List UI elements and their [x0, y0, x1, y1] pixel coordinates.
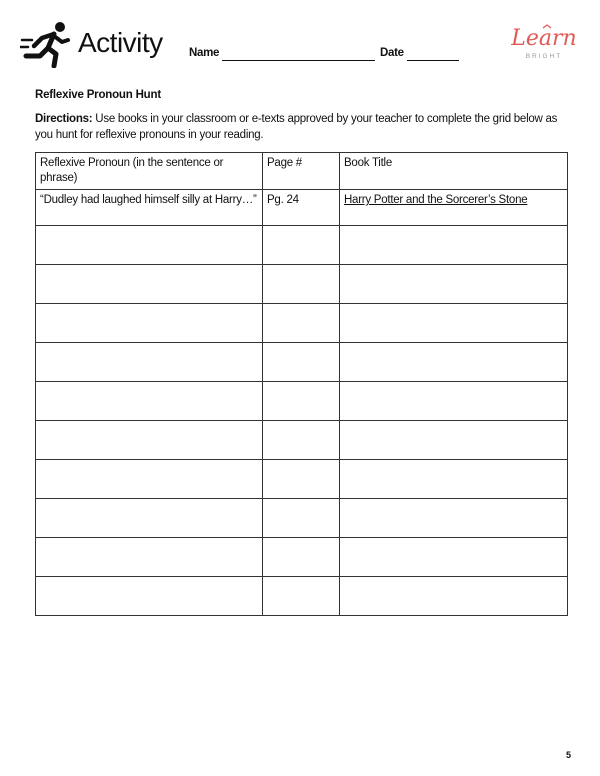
date-field[interactable]	[407, 60, 459, 61]
table-row	[36, 421, 568, 460]
directions-label: Directions:	[35, 113, 93, 125]
learn-bright-logo	[508, 24, 580, 68]
table-row	[36, 265, 568, 304]
pronoun-cell[interactable]	[36, 304, 263, 343]
book-cell[interactable]	[340, 343, 568, 382]
table-header-row	[36, 153, 568, 190]
table-row	[36, 538, 568, 577]
pronoun-cell[interactable]	[36, 421, 263, 460]
book-cell[interactable]	[340, 538, 568, 577]
pronoun-cell[interactable]	[36, 499, 263, 538]
book-cell[interactable]	[340, 304, 568, 343]
book-cell[interactable]	[340, 460, 568, 499]
table-row	[36, 499, 568, 538]
page-cell[interactable]	[263, 538, 340, 577]
example-row	[36, 190, 568, 226]
header	[0, 0, 600, 80]
page-cell[interactable]	[263, 577, 340, 616]
date-label: Date	[380, 47, 404, 59]
table-row	[36, 460, 568, 499]
example-book	[340, 190, 568, 226]
example-page: Pg. 24	[263, 190, 340, 226]
page-cell[interactable]	[263, 343, 340, 382]
pronoun-cell[interactable]	[36, 343, 263, 382]
pronoun-cell[interactable]	[36, 382, 263, 421]
pronoun-cell[interactable]	[36, 538, 263, 577]
section-title: Reflexive Pronoun Hunt	[35, 89, 161, 101]
page-number: 5	[566, 750, 572, 760]
page-cell[interactable]	[263, 499, 340, 538]
example-book-title: Harry Potter and the Sorcerer’s Stone	[344, 194, 528, 206]
column-header-book: Book Title	[340, 153, 568, 190]
table-row	[36, 577, 568, 616]
example-pronoun: “Dudley had laughed himself silly at Harry…”	[36, 190, 263, 226]
page-cell[interactable]	[263, 460, 340, 499]
table-row	[36, 382, 568, 421]
pronoun-cell[interactable]	[36, 226, 263, 265]
directions	[35, 111, 570, 143]
pronoun-cell[interactable]	[36, 460, 263, 499]
pronoun-cell[interactable]	[36, 265, 263, 304]
book-cell[interactable]	[340, 265, 568, 304]
name-label: Name	[189, 47, 220, 59]
page-title: Activity	[78, 27, 163, 58]
name-field[interactable]	[222, 60, 375, 61]
book-cell[interactable]	[340, 421, 568, 460]
page-cell[interactable]	[263, 226, 340, 265]
table-row	[36, 226, 568, 265]
book-cell[interactable]	[340, 382, 568, 421]
book-cell[interactable]	[340, 499, 568, 538]
running-person-icon	[20, 20, 72, 68]
column-header-page: Page #	[263, 153, 340, 190]
page-cell[interactable]	[263, 265, 340, 304]
page-cell[interactable]	[263, 382, 340, 421]
pronoun-grid	[35, 152, 568, 616]
pronoun-cell[interactable]	[36, 577, 263, 616]
page-cell[interactable]	[263, 304, 340, 343]
logo-word: Learn	[511, 26, 577, 51]
book-cell[interactable]	[340, 226, 568, 265]
page-cell[interactable]	[263, 421, 340, 460]
logo-subtitle: BRIGHT	[525, 53, 563, 60]
book-cell[interactable]	[340, 577, 568, 616]
directions-text: Use books in your classroom or e-texts approved by your teacher to complete the grid below as you hunt for reflexive pronouns in your reading.	[35, 113, 558, 141]
column-header-pronoun: Reflexive Pronoun (in the sentence or phrase)	[36, 153, 263, 190]
blank-rows	[36, 226, 568, 616]
table-row	[36, 304, 568, 343]
table-row	[36, 343, 568, 382]
